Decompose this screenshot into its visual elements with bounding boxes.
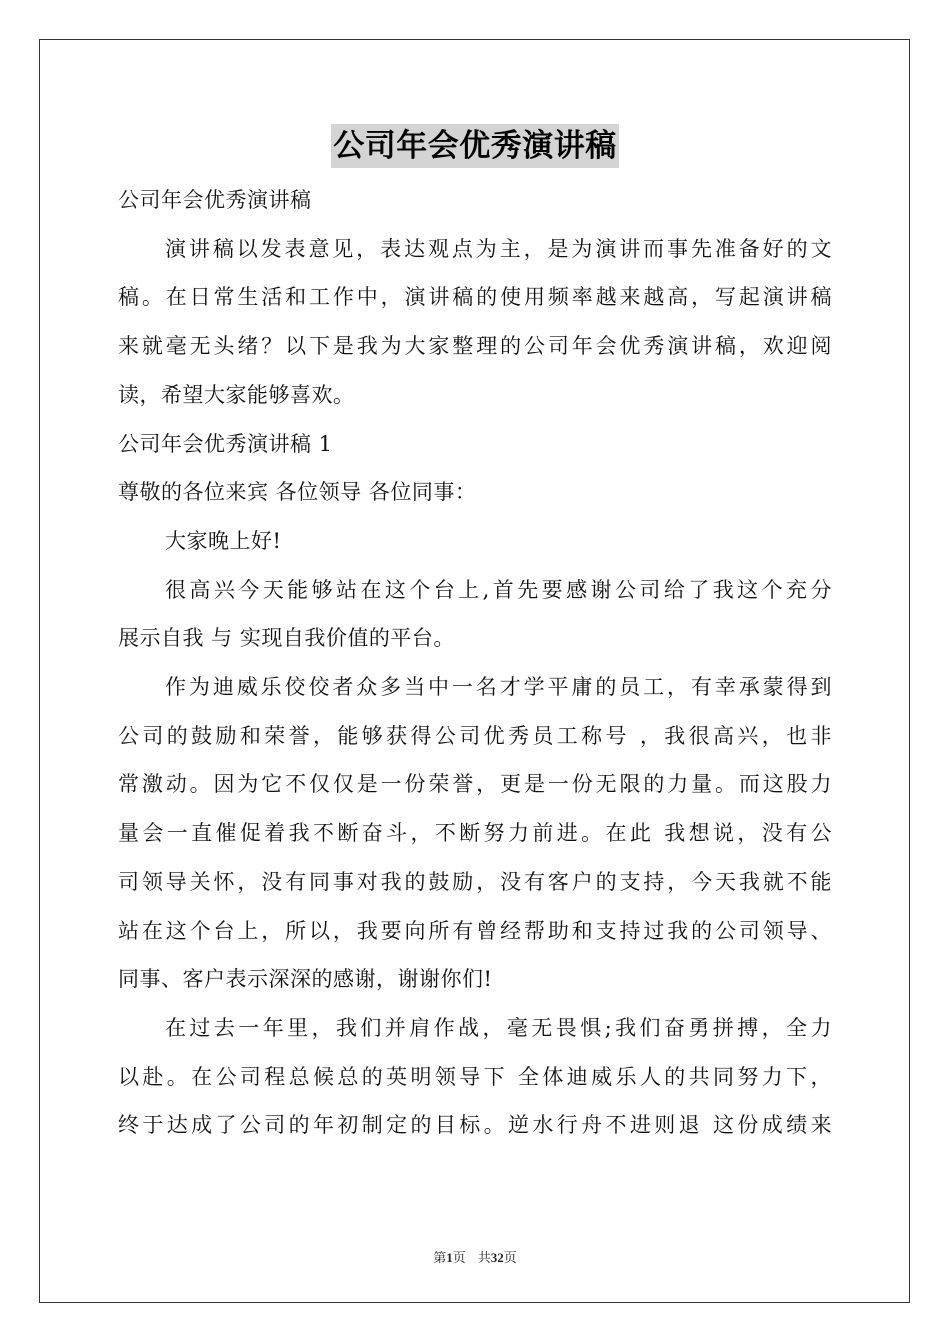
text-line: 站在这个台上，所以，我要向所有曾经帮助和支持过我的公司领导、 [118, 918, 832, 943]
text-line: 稿。在日常生活和工作中，演讲稿的使用频率越来越高，写起演讲稿 [118, 285, 832, 310]
text-line: 公司的鼓励和荣誉，能够获得公司优秀员工称号 ，我很高兴，也非 [118, 723, 832, 748]
text-line: 终于达成了公司的年初制定的目标。逆水行舟不进则退 这份成绩来 [118, 1113, 832, 1138]
text-line: 以赴。在公司程总候总的英明领导下 全体迪威乐人的共同努力下， [118, 1064, 832, 1089]
text-line: 来就毫无头绪？以下是我为大家整理的公司年会优秀演讲稿，欢迎阅 [118, 334, 832, 359]
text-line: 演讲稿以发表意见，表达观点为主，是为演讲而事先准备好的文 [165, 236, 832, 261]
title-container [0, 124, 950, 168]
text-line: 在过去一年里，我们并肩作战，毫无畏惧;我们奋勇拼搏，全力 [165, 1015, 832, 1040]
text-line: 很高兴今天能够站在这个台上,首先要感谢公司给了我这个充分 [165, 577, 832, 602]
text-line: 常激动。因为它不仅仅是一份荣誉，更是一份无限的力量。而这股力 [118, 772, 832, 797]
text-line: 大家晚上好! [165, 528, 282, 553]
footer-page-number: 1 [446, 1250, 453, 1265]
text-line: 尊敬的各位来宾 各位领导 各位同事： [118, 480, 477, 505]
text-line: 读，希望大家能够喜欢。 [118, 382, 355, 407]
text-line: 公司年会优秀演讲稿 [118, 188, 312, 212]
document-body [118, 176, 832, 1150]
text-line: 量会一直催促着我不断奋斗，不断努力前进。在此 我想说，没有公 [118, 821, 832, 846]
text-line: 公司年会优秀演讲稿 1 [118, 431, 333, 456]
text-line: 同事、客户表示深深的感谢，谢谢你们! [118, 967, 493, 992]
text-line: 展示自我 与 实现自我价值的平台。 [118, 626, 455, 651]
footer-total-prefix: 共 [477, 1250, 491, 1265]
footer-total-suffix: 页 [503, 1250, 517, 1265]
text-line: 作为迪威乐佼佼者众多当中一名才学平庸的员工，有幸承蒙得到 [165, 675, 832, 700]
footer-total-pages: 32 [490, 1250, 504, 1265]
page-footer [0, 1247, 950, 1266]
footer-page-prefix: 第 [433, 1250, 447, 1265]
text-line: 司领导关怀，没有同事对我的鼓励，没有客户的支持，今天我就不能 [118, 869, 832, 894]
footer-page-suffix: 页 [452, 1250, 466, 1265]
document-title: 公司年会优秀演讲稿 [331, 124, 619, 168]
